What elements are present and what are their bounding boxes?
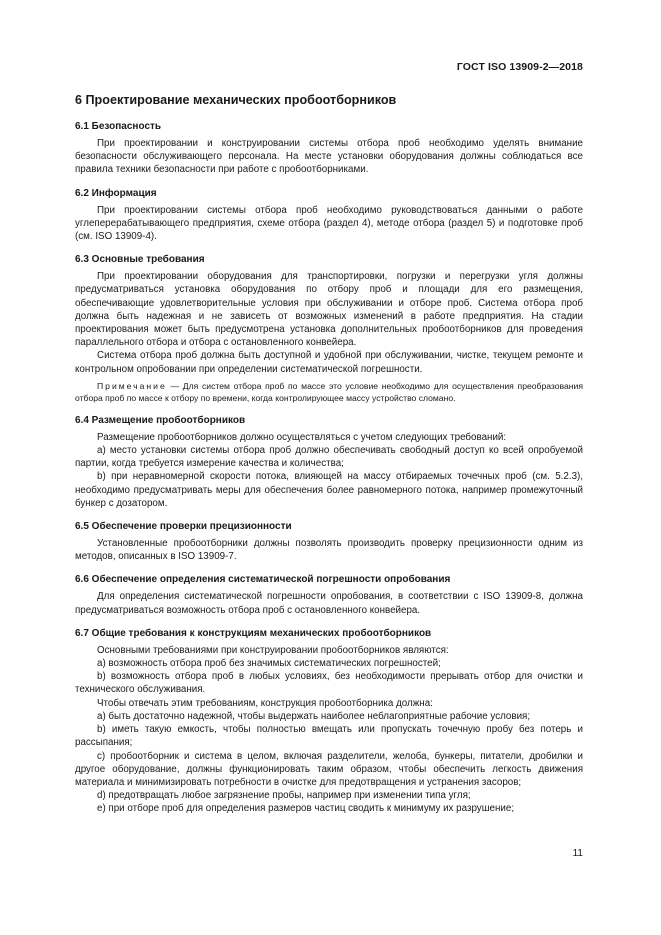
list-item: a) быть достаточно надежной, чтобы выдержать наиболее неблагоприятные рабочие условия; [97, 710, 531, 722]
list-item: a) место установки системы отбора проб должно обеспечивать свободный доступ ко всей опробуемой партии, когда требуется измерение качества и количества; [75, 445, 583, 470]
list-item: d) предотвращать любое загрязнение пробы, например при изменении типа угля; [97, 790, 471, 802]
chapter-title: 6 Проектирование механических пробоотборников [75, 93, 397, 107]
note [75, 380, 583, 404]
paragraph: Система отбора проб должна быть доступной и удобной при обслуживании, чистке, текущем ремонте и контрольном опробовании при определении систематической погрешности. [75, 350, 583, 375]
paragraph: Установленные пробоотборники должны позволять производить проверку прецизионности одним из методов, описанных в ISO 13909-7. [75, 538, 583, 563]
section-heading: 6.1 Безопасность [75, 121, 162, 132]
list-item: a) возможность отбора проб без значимых систематических погрешностей; [97, 658, 441, 670]
section-heading: 6.3 Основные требования [75, 254, 205, 266]
page-content [75, 93, 583, 827]
list-item: c) пробоотборник и система в целом, включая разделители, желоба, бункеры, питатели, дробилки и другое оборудование, должны функционировать таким образом, чтобы обеспечить легкость движения материала и минимизировать потребности в очистке для предотвращения и устранения засоров; [75, 750, 583, 788]
paragraph: При проектировании оборудования для транспортировки, погрузки и перегрузки угля должны предусматриваться установка оборудования по отбору проб и площади для его размещения, обеспечивающие удовлетворительные условия при обслуживании и отборе проб. Система отбора проб должна быть надежная и не зависеть от возможных изменений в работе предприятия. На стадии проектирования может быть предусмотрена установка дополнительных пробоотборников для проведения параллельного отбора и отбора с остановленного конвейера. [75, 271, 583, 349]
section-heading: 6.7 Общие требования к конструкциям механических пробоотборников [75, 627, 432, 639]
section-heading: 6.6 Обеспечение определения систематической погрешности опробования [75, 574, 451, 586]
section-6-6 [75, 574, 583, 616]
paragraph: Основными требованиями при конструировании пробоотборников являются: [97, 644, 449, 656]
section-heading: 6.4 Размещение пробоотборников [75, 414, 246, 426]
list-item: b) возможность отбора проб в любых условиях, без необходимости прерывать отбор для очистки и технического обслуживания. [75, 671, 583, 696]
list-item: b) при неравномерной скорости потока, влияющей на массу отбираемых точечных проб (см. 5.2.3), необходимо предусматривать меры для обеспечения более равномерного потока, например промежуточный бункер с дозатором. [75, 471, 583, 509]
section-6-4 [75, 415, 583, 510]
section-heading: 6.5 Обеспечение проверки прецизионности [75, 521, 292, 533]
page-number: 11 [572, 848, 583, 859]
note-label: Примечание [97, 380, 167, 391]
paragraph: Для определения систематической погрешности опробования, в соответствии с ISO 13909-8, должна предусматриваться возможность отбора проб с остановленного конвейера. [75, 591, 583, 616]
list-item: e) при отборе проб для определения размеров частиц сводить к минимуму их разрушение; [97, 803, 515, 815]
section-6-1 [75, 121, 583, 177]
paragraph: Чтобы отвечать этим требованиям, конструкция пробоотборника должна: [97, 697, 433, 709]
section-6-7 [75, 628, 583, 816]
paragraph: При проектировании системы отбора проб необходимо руководствоваться данными о работе углеперерабатывающего предприятия, схеме отбора (раздел 4), методе отбора (раздел 5) и подготовке проб (см. ISO 13909-4). [75, 204, 583, 243]
paragraph: Размещение пробоотборников должно осуществляться с учетом следующих требований: [97, 431, 507, 443]
section-heading: 6.2 Информация [75, 187, 157, 199]
paragraph: При проектировании и конструировании системы отбора проб необходимо уделять внимание безопасности обслуживающего персонала. На месте установки оборудования должны соблюдаться все правила техники безопасности при работе с пробоотборниками. [75, 138, 583, 176]
list-item: b) иметь такую емкость, чтобы полностью вмещать или пропускать точечную пробу без потерь и рассыпания; [75, 724, 583, 749]
section-6-5 [75, 521, 583, 563]
section-6-2 [75, 188, 583, 244]
note-text: — Для систем отбора проб по массе это условие необходимо для осуществления преобразования отбора проб по массе к отбору по времени, когда контролирующее массу устройство сломано. [75, 380, 583, 403]
document-id-header: ГОСТ ISO 13909-2—2018 [456, 61, 583, 73]
section-6-3 [75, 254, 583, 404]
